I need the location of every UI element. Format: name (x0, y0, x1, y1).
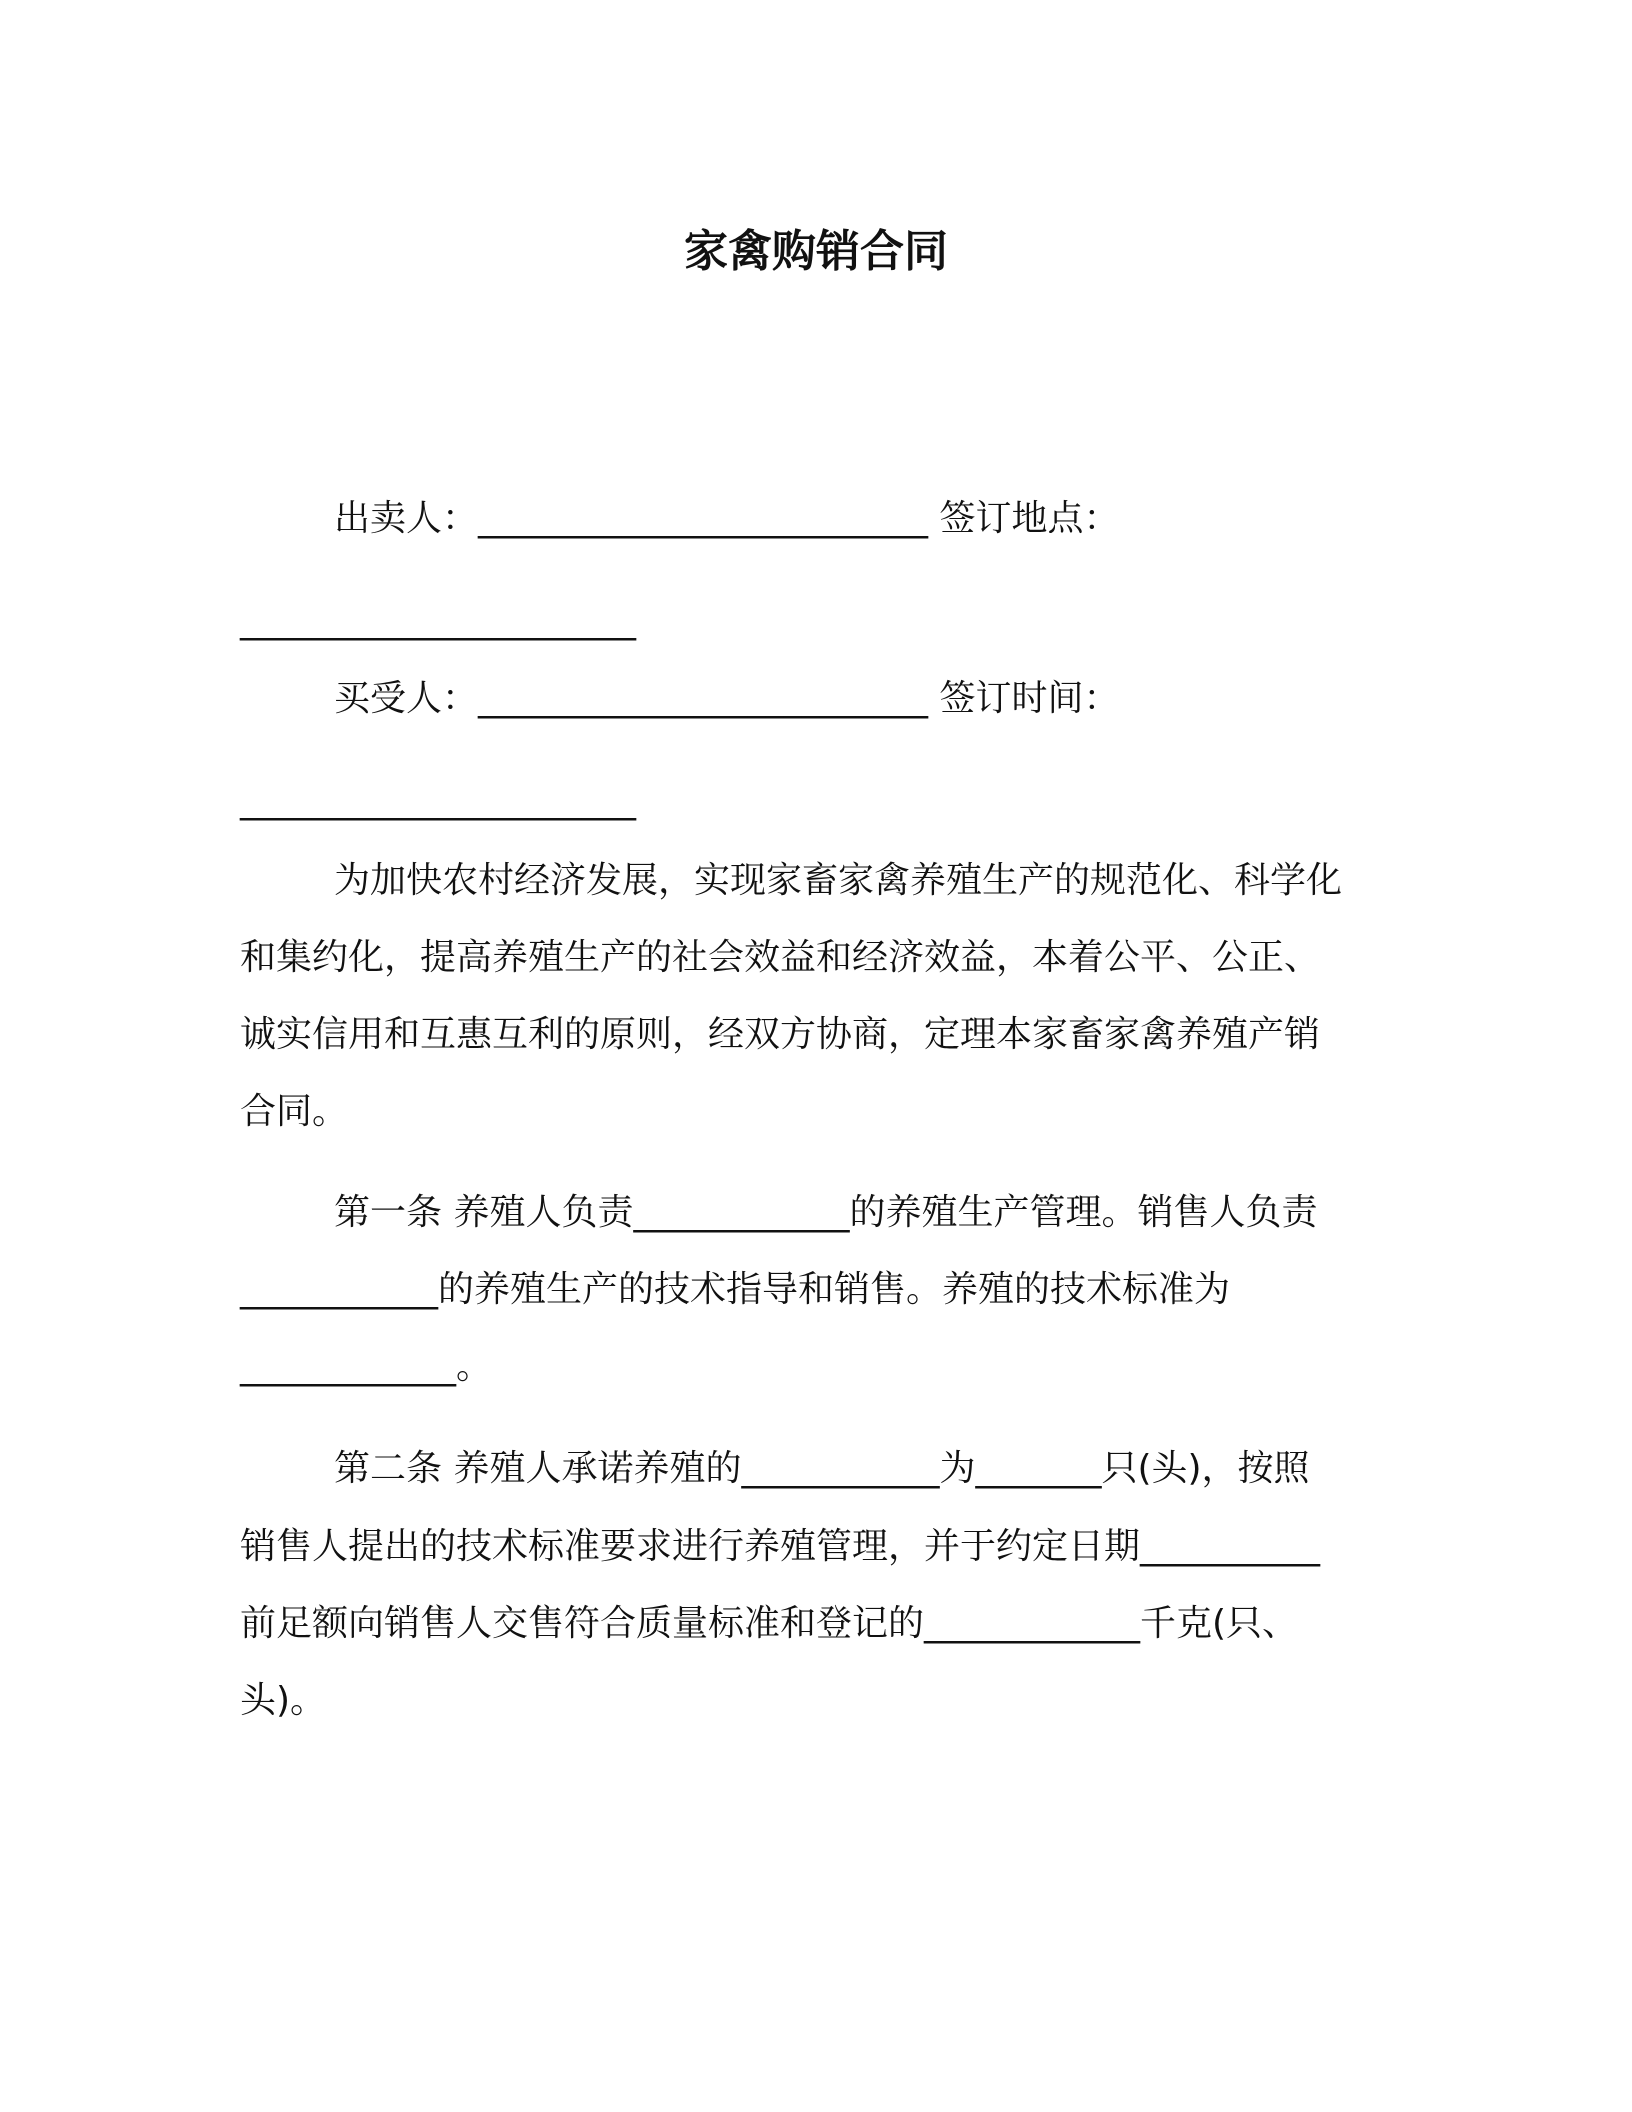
signing-time-blank-line: ______________________ (240, 780, 636, 821)
article-2-line: 销售人提出的技术标准要求进行养殖管理，并于约定日期__________ (240, 1526, 1321, 1567)
signing-place-blank-line: ______________________ (240, 600, 636, 641)
preamble-line: 为加快农村经济发展，实现家畜家禽养殖生产的规范化、科学化 (334, 860, 1343, 901)
preamble-line: 和集约化，提高养殖生产的社会效益和经济效益，本着公平、公正、 (240, 937, 1321, 978)
preamble-line: 合同。 (240, 1091, 349, 1132)
article-2-line: 前足额向销售人交售符合质量标准和登记的____________千克(只、 (240, 1603, 1299, 1644)
article-1-line: ____________。 (240, 1346, 493, 1387)
seller-signing-place-line: 出卖人：_________________________ 签订地点： (334, 498, 1120, 539)
document-title: 家禽购销合同 (684, 226, 948, 277)
preamble-line: 诚实信用和互惠互利的原则，经双方协商，定理本家畜家禽养殖产销 (240, 1014, 1321, 1055)
article-2-line: 第二条 养殖人承诺养殖的___________为_______只(头)，按照 (334, 1448, 1310, 1489)
article-1-line: 第一条 养殖人负责____________的养殖生产管理。销售人负责 (334, 1192, 1318, 1233)
article-2-line: 头)。 (240, 1680, 327, 1721)
article-1-line: ___________的养殖生产的技术指导和销售。养殖的技术标准为 (240, 1269, 1231, 1310)
buyer-signing-time-line: 买受人：_________________________ 签订时间： (334, 678, 1120, 719)
